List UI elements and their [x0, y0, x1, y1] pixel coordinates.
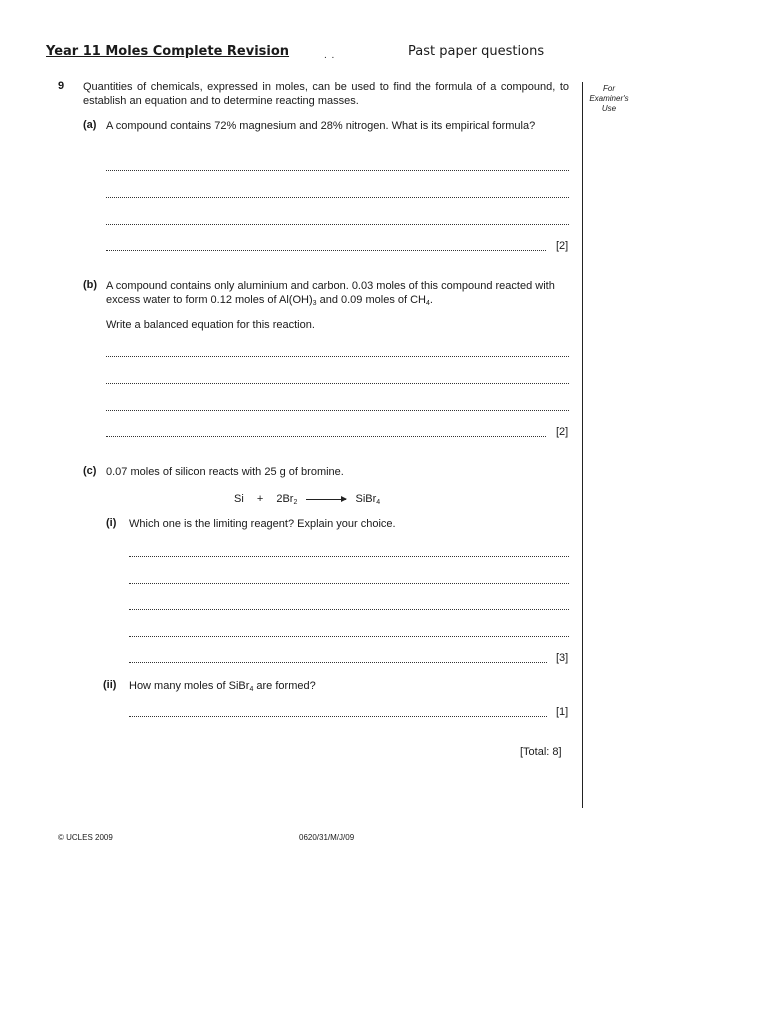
footer-paper-code: 0620/31/M/J/09: [299, 833, 355, 842]
part-a-label: (a): [83, 119, 97, 131]
part-c-i-mark: [3]: [556, 652, 569, 664]
total-marks: [Total: 8]: [520, 746, 562, 758]
answer-line[interactable]: [106, 170, 569, 171]
answer-line[interactable]: [129, 662, 547, 663]
part-c-text: 0.07 moles of silicon reacts with 25 g of bromine.: [106, 466, 344, 478]
reaction-arrow-icon: [306, 499, 346, 500]
answer-line[interactable]: [129, 636, 569, 637]
part-b-instruction: Write a balanced equation for this reaction.: [106, 319, 315, 331]
part-a-mark: [2]: [556, 240, 569, 252]
answer-line[interactable]: [106, 224, 569, 225]
header-dots: . .: [324, 50, 336, 61]
part-c-ii-text: [129, 679, 316, 697]
part-c-ii-label: (ii): [103, 679, 117, 691]
answer-line[interactable]: [106, 356, 569, 357]
part-c-i-label: (i): [106, 517, 117, 529]
answer-line[interactable]: [129, 609, 569, 610]
answer-line[interactable]: [106, 250, 546, 251]
document-title: Year 11 Moles Complete Revision: [46, 44, 290, 59]
equation-bromine: 2Br: [276, 493, 294, 505]
examiner-use-label: For Examiner's Use: [589, 84, 629, 113]
part-a-text: A compound contains 72% magnesium and 28% nitrogen. What is its empirical formula?: [106, 120, 536, 132]
answer-line[interactable]: [129, 583, 569, 584]
document-subtitle: Past paper questions: [408, 44, 545, 59]
answer-line[interactable]: [106, 383, 569, 384]
part-b-mark: [2]: [556, 426, 569, 438]
equation-product-sub: 4: [376, 499, 381, 506]
chemical-equation: [234, 492, 380, 510]
equation-bromine-sub: 2: [293, 499, 298, 506]
part-b-text-2: and 0.09 moles of CH: [316, 294, 426, 306]
part-c-ii-text-2: are formed?: [253, 680, 316, 692]
part-b-text-1: A compound contains only aluminium and carbon. 0.03 moles of this compound reacted with excess water to form 0.12 moles of Al(OH): [106, 280, 555, 306]
part-b-text: [106, 279, 569, 311]
footer-copyright: © UCLES 2009: [58, 833, 113, 842]
part-c-ii-text-1: How many moles of SiBr: [129, 680, 250, 692]
part-c-ii-sub: 4: [249, 686, 254, 693]
answer-line[interactable]: [129, 556, 569, 557]
equation-silicon: Si: [234, 493, 244, 505]
part-b-sub-2: 4: [426, 300, 430, 307]
answer-line[interactable]: [106, 436, 546, 437]
question-intro: Quantities of chemicals, expressed in moles, can be used to find the formula of a compound, to establish an equation and to determine reacting masses.: [83, 81, 569, 107]
equation-product: SiBr: [355, 493, 377, 505]
answer-line[interactable]: [129, 716, 547, 717]
part-b-text-3: .: [429, 294, 433, 306]
answer-line[interactable]: [106, 410, 569, 411]
examiner-margin-line: [582, 82, 583, 808]
equation-plus: +: [256, 493, 264, 505]
part-c-i-text: Which one is the limiting reagent? Explain your choice.: [129, 518, 396, 530]
answer-line[interactable]: [106, 197, 569, 198]
part-b-label: (b): [83, 279, 98, 291]
part-b-sub-1: 3: [312, 300, 317, 307]
question-number: 9: [58, 80, 65, 92]
part-c-label: (c): [83, 465, 97, 477]
part-c-ii-mark: [1]: [556, 706, 569, 718]
